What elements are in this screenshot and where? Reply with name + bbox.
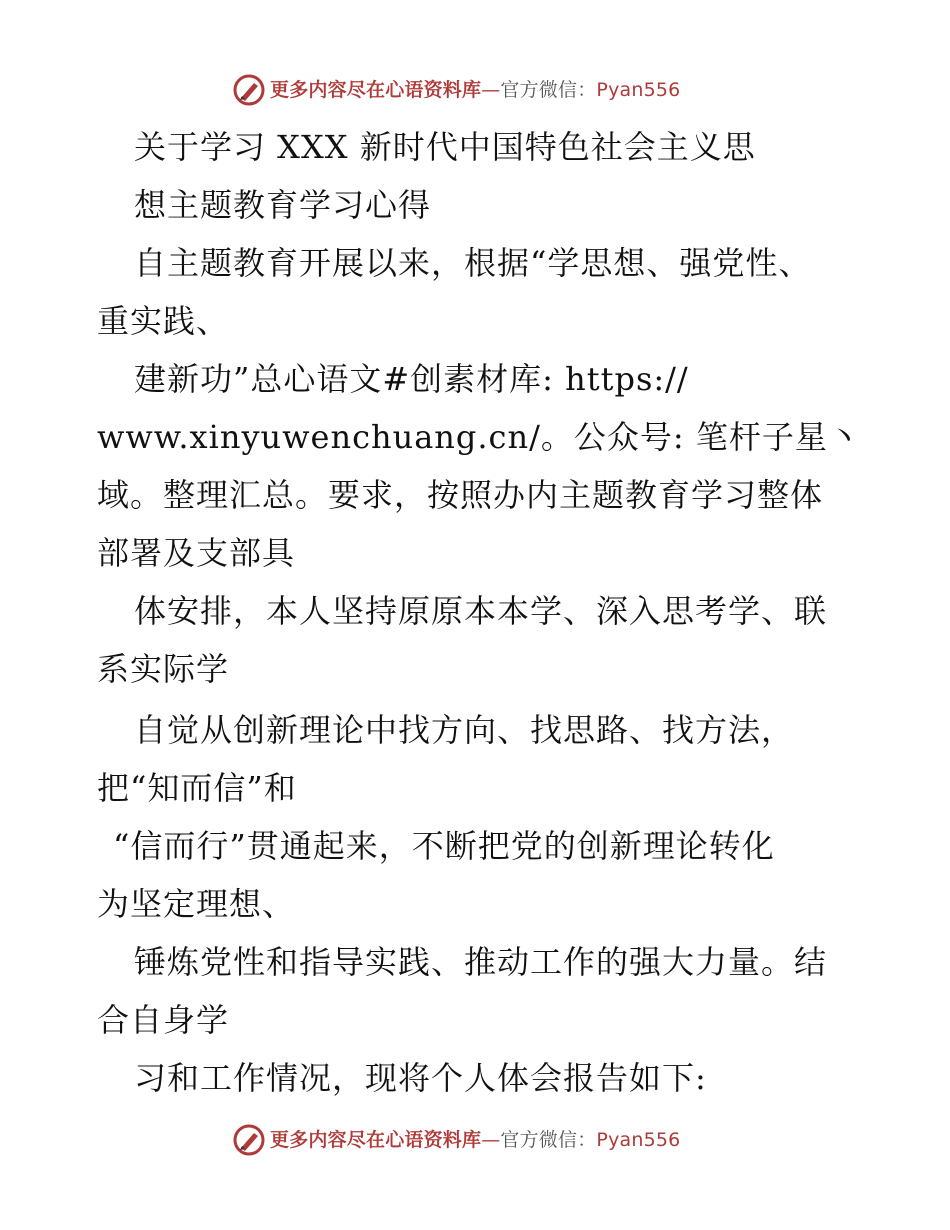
watermark-main-text: 更多内容尽在心语资料库 xyxy=(270,1129,482,1151)
watermark-separator: — xyxy=(481,79,501,101)
title-line-2: 想主题教育学习心得 xyxy=(134,186,432,224)
watermark-sub-text: 官方微信： xyxy=(500,1129,597,1151)
body-line: 系实际学 xyxy=(97,650,230,688)
body-line: 把“知而信”和 xyxy=(97,769,297,807)
header-watermark xyxy=(232,70,752,110)
pen-logo-icon xyxy=(232,1123,266,1157)
body-line: 为坚定理想、 xyxy=(97,885,296,923)
body-line: www.xinyuwenchuang.cn/。公众号: 笔杆子星丶 xyxy=(97,418,861,456)
body-line: 建新功”总心语文#创素材库: https:// xyxy=(134,360,689,398)
title-line-1: 关于学习 XXX 新时代中国特色社会主义思 xyxy=(134,128,756,166)
watermark-separator: — xyxy=(481,1129,501,1151)
watermark-sub-text: 官方微信： xyxy=(500,79,597,101)
body-line: 重实践、 xyxy=(97,302,230,340)
body-line: 自觉从创新理论中找方向、找思路、找方法， xyxy=(134,711,795,749)
pen-logo-icon xyxy=(232,73,266,107)
watermark-handle: Pyan556 xyxy=(596,79,681,101)
body-line: 习和工作情况，现将个人体会报告如下: xyxy=(134,1059,707,1097)
body-line: 合自身学 xyxy=(97,1001,230,1039)
body-line: 部署及支部具 xyxy=(97,534,296,572)
footer-watermark xyxy=(232,1120,752,1160)
body-line: “信而行”贯通起来，不断把党的创新理论转化 xyxy=(113,827,775,865)
body-line: 锤炼党性和指导实践、推动工作的强大力量。结 xyxy=(134,943,828,981)
watermark-handle: Pyan556 xyxy=(596,1129,681,1151)
watermark-main-text: 更多内容尽在心语资料库 xyxy=(270,79,482,101)
body-line: 体安排，本人坚持原原本本学、深入思考学、联 xyxy=(134,592,828,630)
body-line: 域。整理汇总。要求，按照办内主题教育学习整体 xyxy=(97,476,824,514)
body-line: 自主题教育开展以来，根据“学思想、强党性、 xyxy=(134,244,812,282)
